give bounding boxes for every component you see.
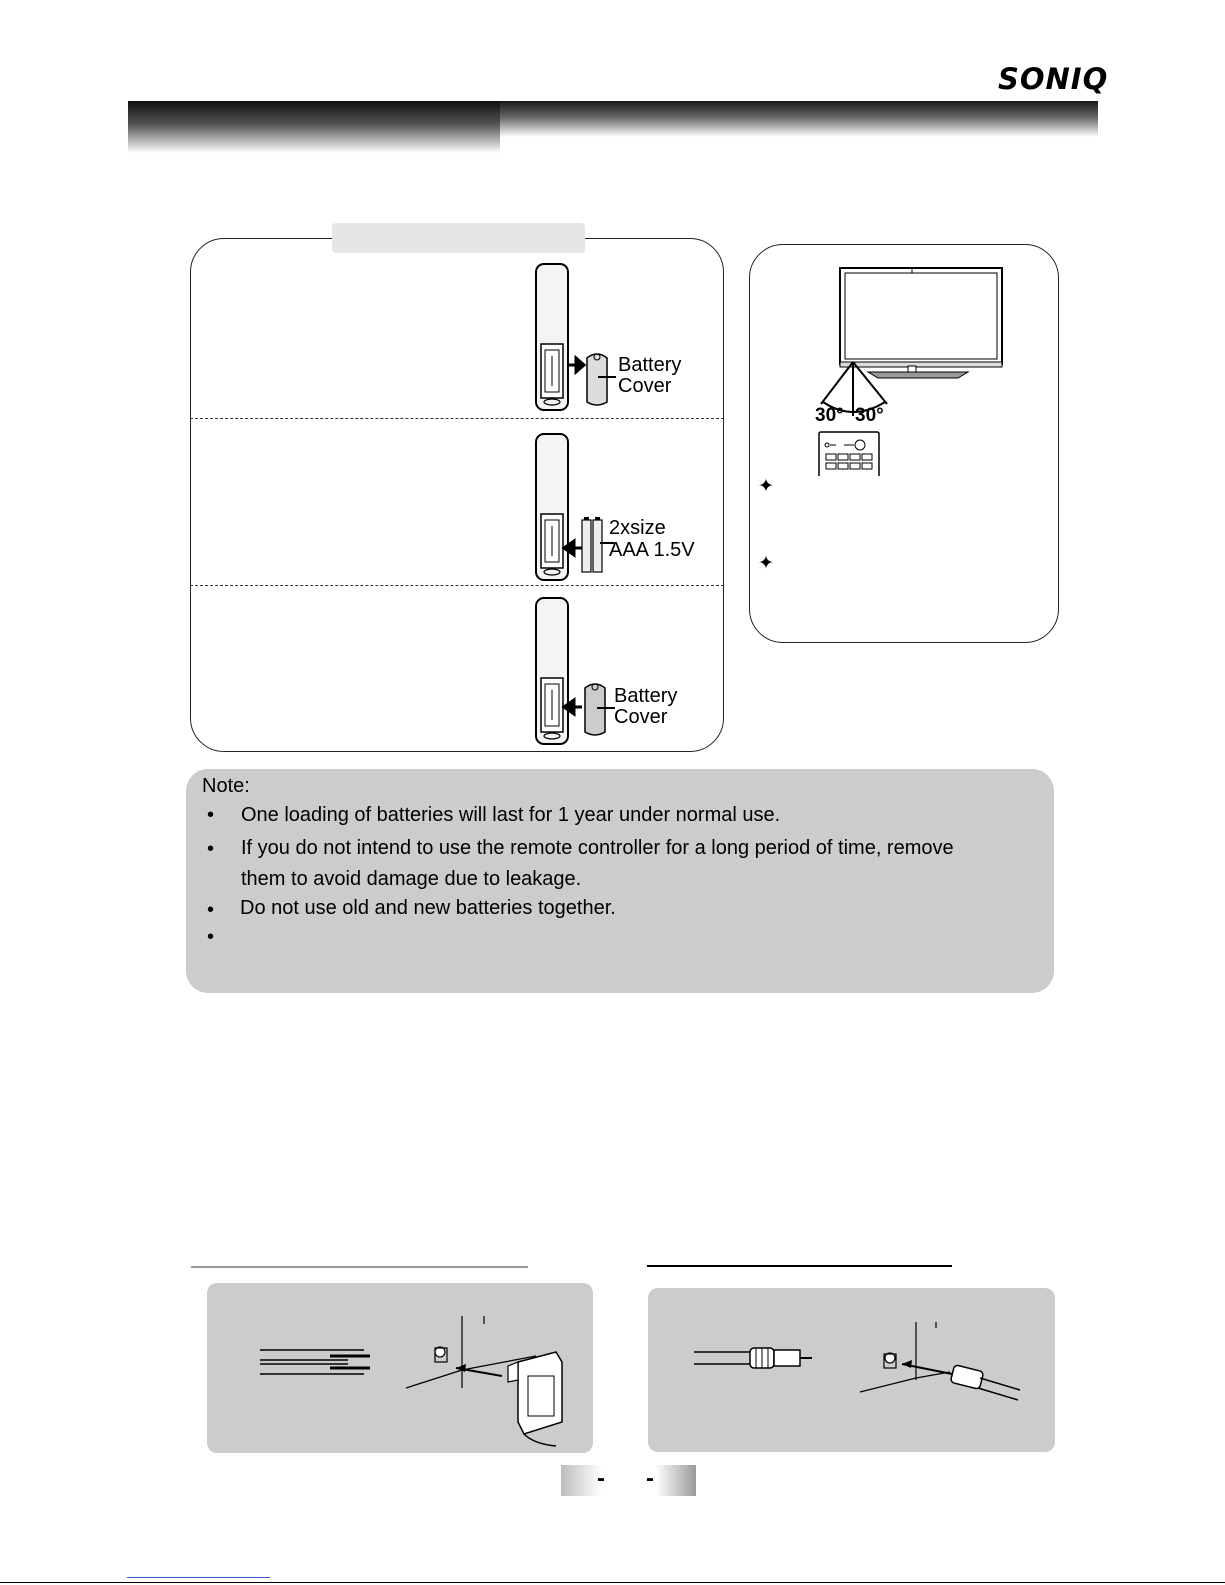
note-title: Note: (202, 775, 250, 797)
angle-left-label: 30° (815, 405, 844, 426)
battery-cover-illustration (585, 350, 609, 408)
antenna-adapter-illustration (406, 1316, 576, 1446)
page-dash-left: - (597, 1465, 605, 1492)
remote-front-illustration (818, 432, 880, 476)
aaa-batteries-illustration (580, 516, 604, 576)
coax-plug-illustration (694, 1344, 814, 1374)
note-item-continuation: them to avoid damage due to leakage. (241, 868, 582, 890)
header-band-left (128, 101, 500, 153)
page-dash-right: - (646, 1465, 654, 1492)
battery-cover-label-1: Battery (618, 354, 682, 376)
angle-right-label: 30° (855, 405, 884, 426)
sparkle-bullet-icon: ✦ (758, 476, 774, 497)
arrow-left-icon (564, 698, 582, 716)
battery-panel-tab (332, 223, 585, 253)
page-number-box (561, 1465, 696, 1496)
battery-cover-label-1: Battery (614, 685, 678, 707)
header-band-right (500, 101, 1098, 137)
arrow-right-icon (568, 356, 584, 374)
note-bullet-dot: • (207, 838, 215, 860)
flat-cable-illustration (260, 1348, 372, 1378)
label-leader-line (598, 376, 616, 378)
battery-install-panel (190, 238, 724, 752)
step-divider (190, 418, 724, 419)
note-item: Do not use old and new batteries together. (240, 897, 616, 919)
battery-size-label-1: 2xsize (609, 517, 666, 539)
note-bullet-dot: • (207, 926, 215, 948)
brand-logo: SONIQ (998, 62, 1109, 96)
battery-cover-label-2: Cover (614, 706, 668, 728)
note-bullet-dot: • (207, 899, 215, 921)
label-leader-line (597, 707, 615, 709)
footer-rule (0, 1582, 1225, 1583)
footer-link-underline (127, 1577, 270, 1578)
battery-size-label-2: AAA 1.5V (609, 539, 695, 561)
sparkle-bullet-icon: ✦ (758, 553, 774, 574)
note-item: One loading of batteries will last for 1 year under normal use. (241, 804, 781, 826)
battery-cover-label-2: Cover (618, 375, 672, 397)
note-bullet-dot: • (207, 804, 215, 826)
section-underline (191, 1266, 528, 1268)
battery-cover-illustration (583, 680, 607, 738)
note-item: If you do not intend to use the remote controller for a long period of time, remove (241, 837, 954, 859)
step-divider (190, 585, 724, 586)
remote-back-illustration (534, 262, 570, 412)
coax-socket-illustration (860, 1322, 1030, 1412)
remote-back-illustration (534, 596, 570, 746)
remote-back-illustration (534, 432, 570, 582)
section-underline (647, 1265, 952, 1267)
